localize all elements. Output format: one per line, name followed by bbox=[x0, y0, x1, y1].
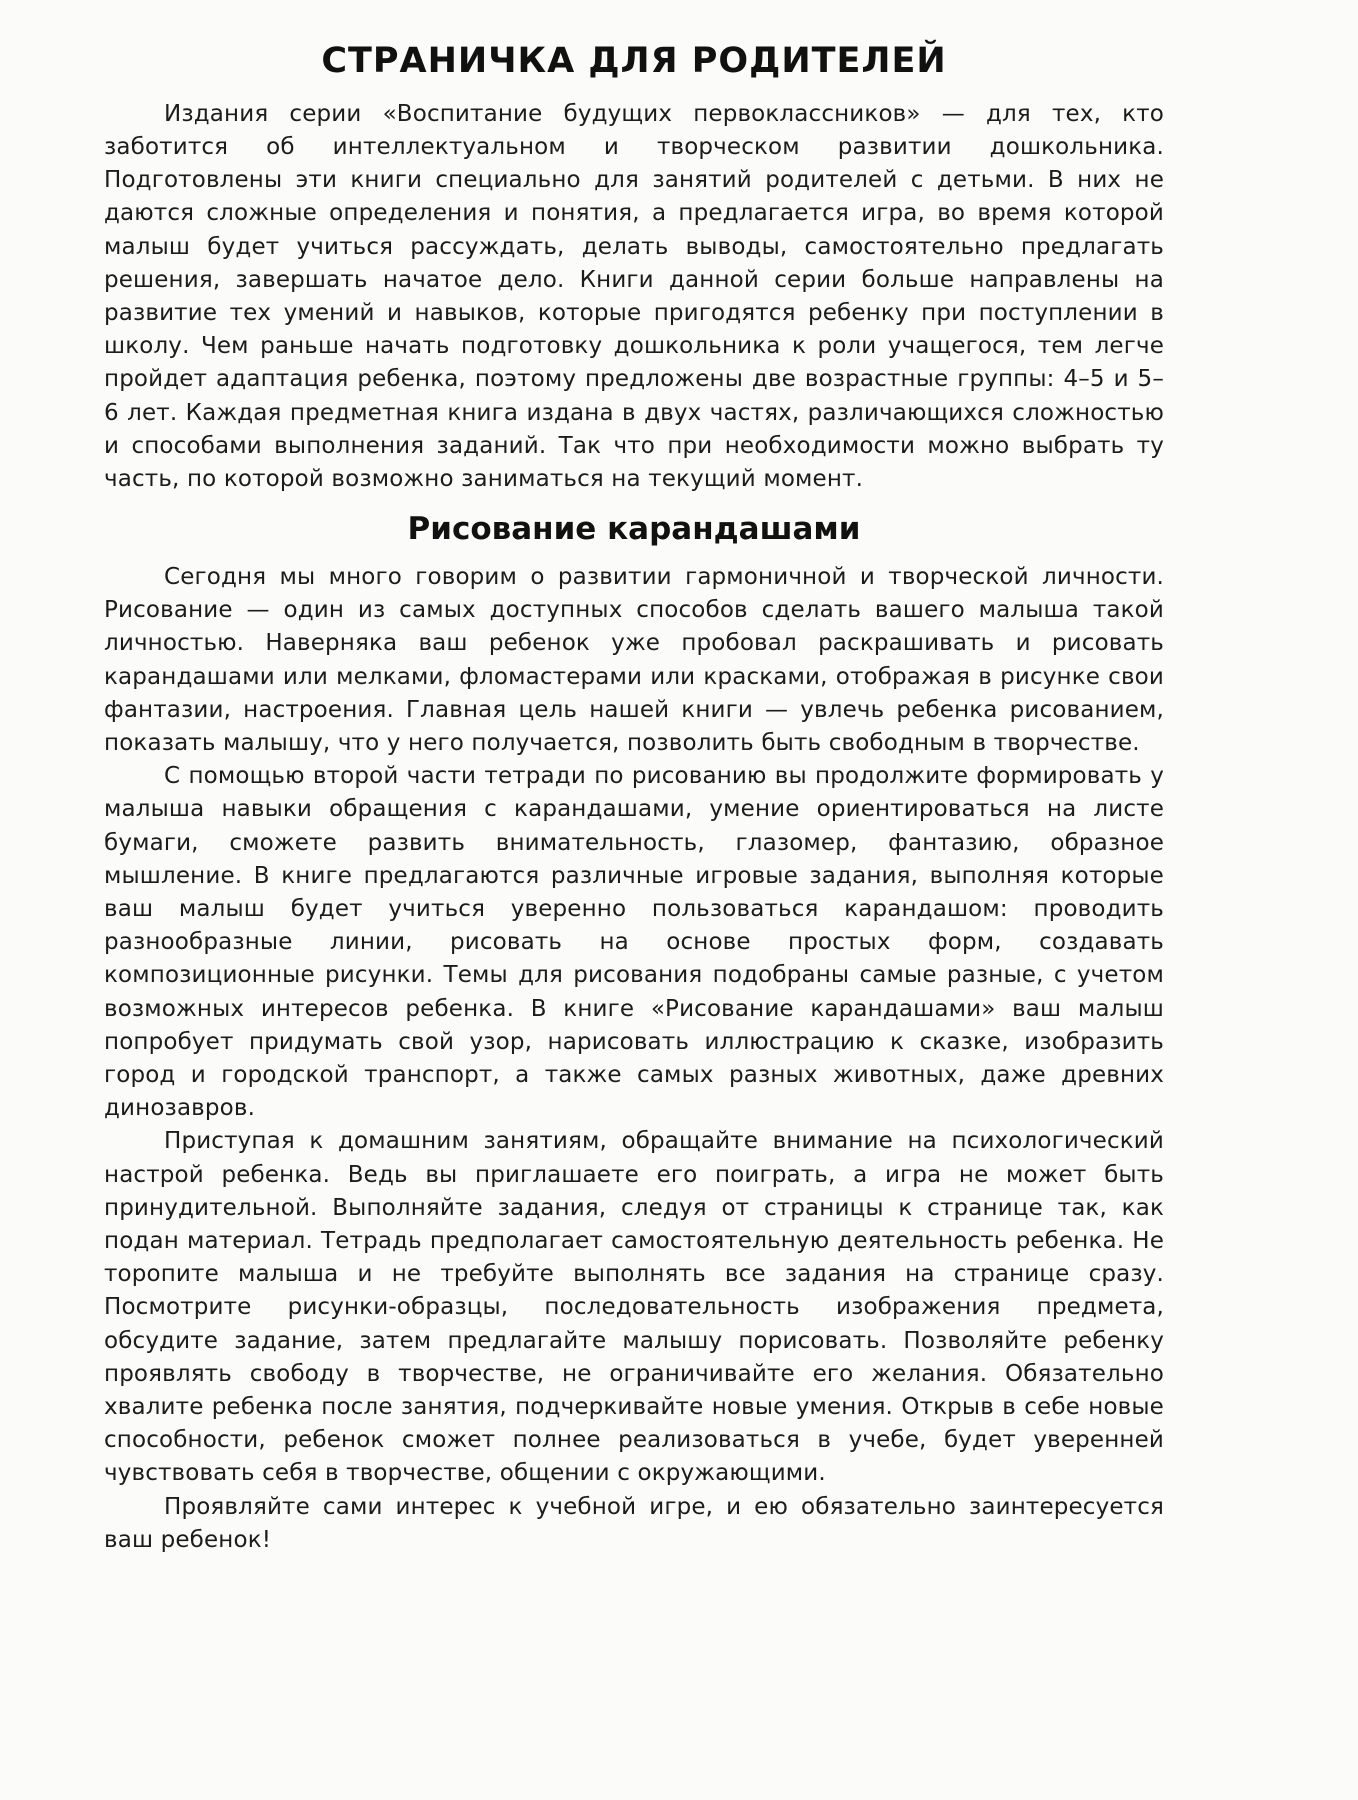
body-paragraph-2: С помощью второй части тетради по рисованию вы продолжите формировать у малыша навыки обращения с карандашами, умение ориентироваться на листе бумаги, сможете развить внимательность, глазомер, фантазию, образное мышление. В книге предлагаются различные игровые задания, выполняя которые ваш малыш будет учиться уверенно пользоваться карандашом: проводить разнообразные линии, рисовать на основе простых форм, создавать композиционные рисунки. Темы для рисования подобраны самые разные, с учетом возможных интересов ребенка. В книге «Рисование карандашами» ваш малыш попробует придумать свой узор, нарисовать иллюстрацию к сказке, изобразить город и городской транспорт, а также самых разных животных, даже древних динозавров. bbox=[104, 763, 1164, 1122]
intro-paragraph: Издания серии «Воспитание будущих первоклассников» — для тех, кто заботится об интеллектуальном и творческом развитии дошкольника. Подготовлены эти книги специально для занятий родителей с детьми. В них не даются сложные определения и понятия, а предлагается игра, во время которой малыш будет учиться рассуждать, делать выводы, самостоятельно предлагать решения, завершать начатое дело. Книги данной серии больше направлены на развитие тех умений и навыков, которые пригодятся ребенку при поступлении в школу. Чем раньше начать подготовку дошкольника к роли учащегося, тем легче пройдет адаптация ребенка, поэтому предложены две возрастные группы: 4–5 и 5–6 лет. Каждая предметная книга издана в двух частях, различающихся сложностью и способами выполнения заданий. Так что при необходимости можно выбрать ту часть, по которой возможно заниматься на текущий момент. bbox=[104, 100, 1164, 492]
document-page bbox=[104, 40, 1164, 1557]
section-heading: Рисование карандашами bbox=[407, 511, 861, 548]
body-paragraph-4: Проявляйте сами интерес к учебной игре, и ею обязательно заинтересуется ваш ребенок! bbox=[104, 1493, 1164, 1553]
page-title: СТРАНИЧКА ДЛЯ РОДИТЕЛЕЙ bbox=[321, 41, 947, 81]
body-paragraph-3: Приступая к домашним занятиям, обращайте внимание на психологический настрой ребенка. Ведь вы приглашаете его поиграть, а игра не может быть принудительной. Выполняйте задания, следуя от страницы к странице так, как подан материал. Тетрадь предполагает самостоятельную деятельность ребенка. Не торопите малыша и не требуйте выполнять все задания на странице сразу. Посмотрите рисунки-образцы, последовательность изображения предмета, обсудите задание, затем предлагайте малышу порисовать. Позволяйте ребенку проявлять свободу в творчестве, не ограничивайте его желания. Обязательно хвалите ребенка после занятия, подчеркивайте новые умения. Открыв в себе новые способности, ребенок сможет полнее реализоваться в учебе, будет уверенней чувствовать себя в творчестве, общении с окружающими. bbox=[104, 1128, 1164, 1487]
body-paragraph-1: Сегодня мы много говорим о развитии гармоничной и творческой личности. Рисование — один из самых доступных способов сделать вашего малыша такой личностью. Наверняка ваш ребенок уже пробовал раскрашивать и рисовать карандашами или мелками, фломастерами или красками, отображая в рисунке свои фантазии, настроения. Главная цель нашей книги — увлечь ребенка рисованием, показать малышу, что у него получается, позволить быть свободным в творчестве. bbox=[104, 563, 1164, 756]
